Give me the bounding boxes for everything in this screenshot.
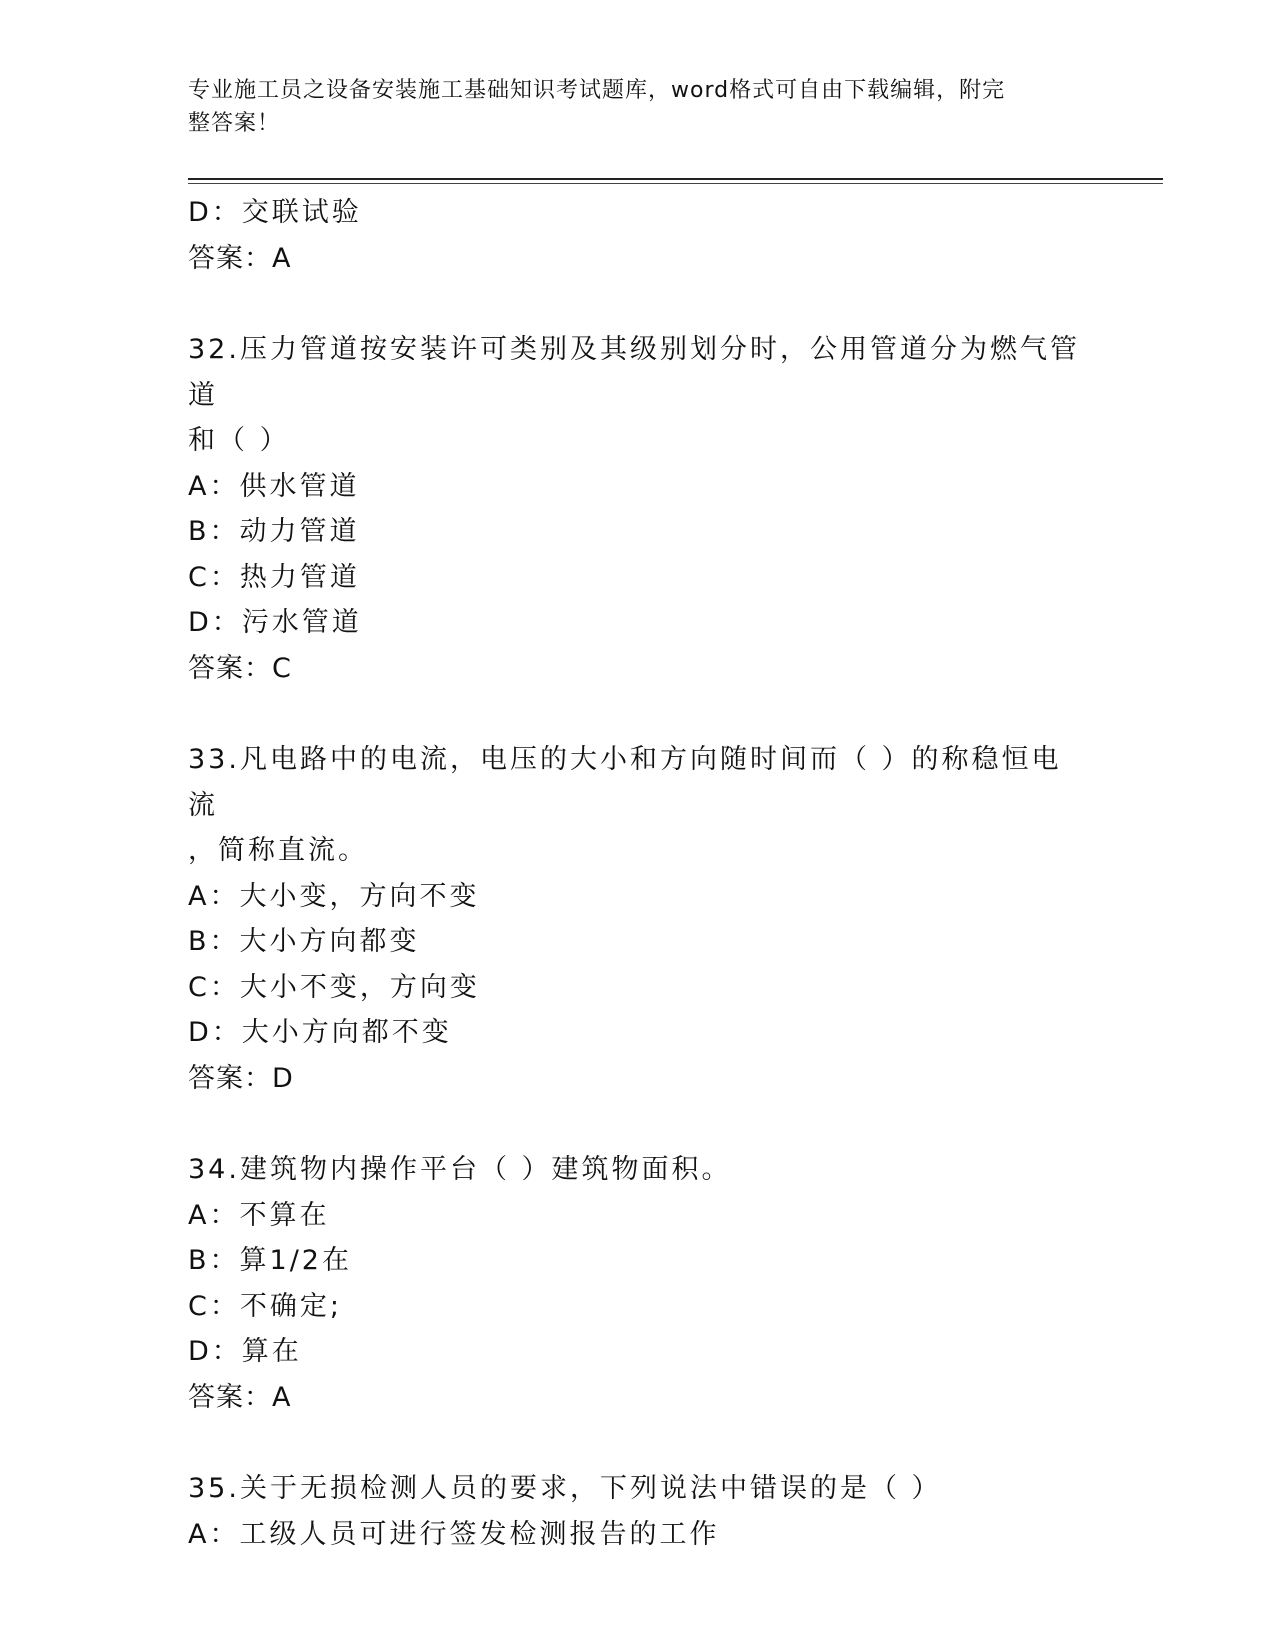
question-text-line-2: 和（ ） <box>188 425 290 456</box>
option-b: B：算1/2在 <box>188 1245 352 1276</box>
spacer <box>188 1420 1088 1466</box>
option-a: A：供水管道 <box>188 470 360 502</box>
question-text-line-1: 33.凡电路中的电流，电压的大小和方向随时间而（ ）的称稳恒电流 <box>188 744 1062 821</box>
answer-line: 答案：D <box>188 1062 294 1094</box>
option-d: D：算在 <box>188 1336 302 1367</box>
question-34 <box>188 1147 1088 1420</box>
page-header <box>188 74 1068 140</box>
question-text-line-1: 34.建筑物内操作平台（ ）建筑物面积。 <box>188 1154 732 1185</box>
header-rule-thin <box>188 183 1163 184</box>
question-list <box>188 190 1088 1557</box>
question-text-line-2: ，简称直流。 <box>188 835 368 866</box>
option-a: A：工级人员可进行签发检测报告的工作 <box>188 1518 720 1550</box>
spacer <box>188 281 1088 327</box>
question-text-line-1: 35.关于无损检测人员的要求，下列说法中错误的是（ ） <box>188 1473 942 1504</box>
question-text-line-1: 32.压力管道按安装许可类别及其级别划分时，公用管道分为燃气管道 <box>188 334 1080 411</box>
option-c: C：大小不变，方向变 <box>188 971 480 1003</box>
header-line-1: 专业施工员之设备安装施工基础知识考试题库，word格式可自由下载编辑，附完 <box>188 78 1006 103</box>
option-a: A：大小变，方向不变 <box>188 880 480 912</box>
answer-line: 答案：A <box>188 242 292 274</box>
question-32 <box>188 327 1088 691</box>
option-d: D：交联试验 <box>188 197 362 228</box>
question-33 <box>188 737 1088 1101</box>
option-b: B：动力管道 <box>188 516 360 547</box>
option-c: C：热力管道 <box>188 561 360 593</box>
header-line-2: 整答案！ <box>188 111 281 136</box>
question-31-tail <box>188 190 1088 281</box>
answer-line: 答案：A <box>188 1381 292 1413</box>
spacer <box>188 1101 1088 1147</box>
spacer <box>188 691 1088 737</box>
option-d: D：污水管道 <box>188 607 362 638</box>
option-a: A：不算在 <box>188 1199 330 1231</box>
option-d: D：大小方向都不变 <box>188 1017 452 1048</box>
question-35 <box>188 1466 1088 1557</box>
option-b: B：大小方向都变 <box>188 926 420 957</box>
header-rule-thick <box>188 178 1163 180</box>
answer-line: 答案：C <box>188 652 292 684</box>
option-c: C：不确定; <box>188 1290 342 1322</box>
